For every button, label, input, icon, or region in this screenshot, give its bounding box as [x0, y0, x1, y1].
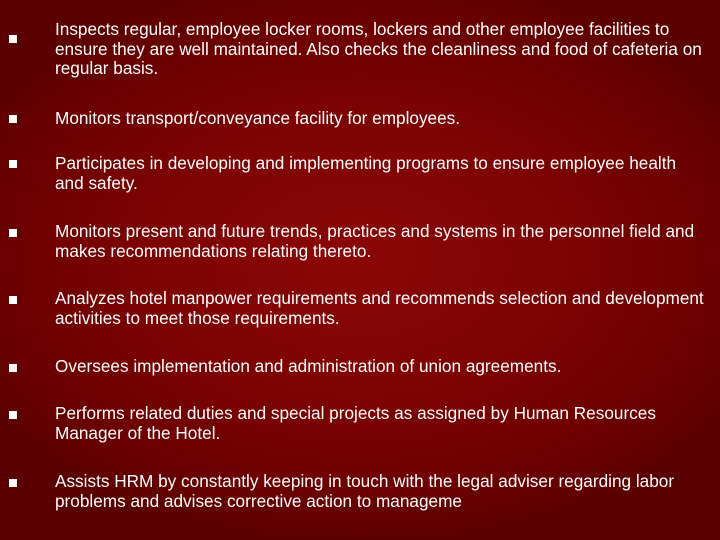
square-bullet-icon	[9, 479, 17, 487]
bullet-text: Performs related duties and special projects as assigned by Human Resources Manager of the Hotel.	[55, 403, 656, 443]
bullet-text: Inspects regular, employee locker rooms, lockers and other employee facilities to ensure they are well maintained. Also checks the cleanliness and food of cafeteria on regular basis.	[55, 19, 702, 79]
bullet-text: Monitors present and future trends, practices and systems in the personnel field and makes recommendations relating thereto.	[55, 221, 695, 261]
bullet-text: Monitors transport/conveyance facility for employees.	[55, 108, 461, 128]
bullet-text: Assists HRM by constantly keeping in touch with the legal adviser regarding labor problems and advises corrective action to manageme	[55, 471, 675, 511]
square-bullet-icon	[9, 364, 17, 372]
square-bullet-icon	[9, 35, 17, 43]
bullet-text: Analyzes hotel manpower requirements and recommends selection and development activities to meet those requirements.	[55, 288, 704, 328]
square-bullet-icon	[9, 411, 17, 419]
square-bullet-icon	[9, 229, 17, 237]
square-bullet-icon	[9, 115, 17, 123]
square-bullet-icon	[9, 296, 17, 304]
bullet-text: Oversees implementation and administration of union agreements.	[55, 356, 562, 376]
bullet-text: Participates in developing and implementing programs to ensure employee health and safety.	[55, 153, 677, 193]
square-bullet-icon	[9, 160, 17, 168]
